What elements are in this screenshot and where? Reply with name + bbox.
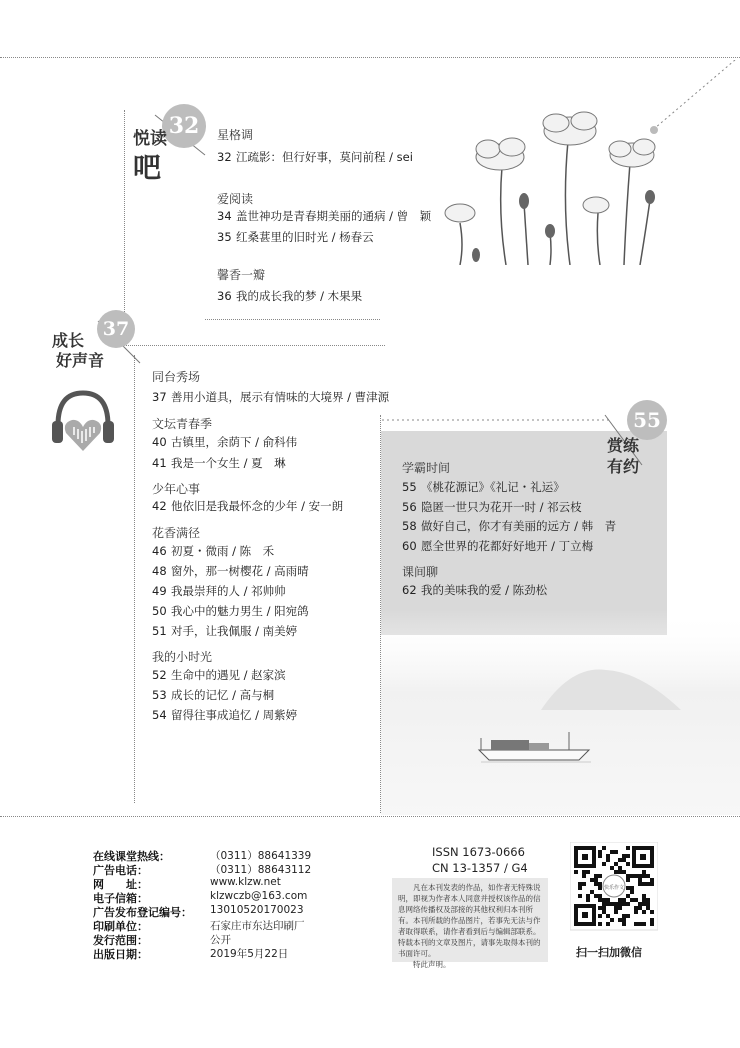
info-label: 电子信箱： <box>93 892 148 905</box>
entry-title: 江疏影：但行好事，莫问前程 / sei <box>236 150 413 164</box>
entry-title: 我心中的魅力男生 / 阳宛鸽 <box>171 604 309 618</box>
entry-page: 62 <box>402 583 417 597</box>
toc-entry[interactable] <box>217 229 374 245</box>
toc-entry[interactable] <box>217 149 413 165</box>
info-value: www.klzw.net <box>210 876 281 888</box>
info-value: 石家庄市东达印刷厂 <box>210 920 305 932</box>
entry-page: 56 <box>402 500 417 514</box>
category-label: 同台秀场 <box>152 370 201 384</box>
entry-page: 40 <box>152 435 167 449</box>
entry-title: 成长的记忆 / 高与桐 <box>171 688 275 702</box>
entry-page: 60 <box>402 539 417 553</box>
entry-page: 52 <box>152 668 167 682</box>
qr-center-logo-text: 快乐作文 <box>603 885 625 891</box>
qr-caption: 扫一扫加微信 <box>576 946 642 959</box>
entry-page: 58 <box>402 519 417 533</box>
issn-number: ISSN 1673-0666 <box>432 845 525 859</box>
section1-number-badge: 32 <box>162 104 206 148</box>
toc-entry[interactable] <box>152 603 309 619</box>
entry-title: 善用小道具，展示有情味的大境界 / 曹津源 <box>171 390 390 404</box>
entry-page: 36 <box>217 289 232 303</box>
copyright-notice-sign: 特此声明。 <box>413 960 451 969</box>
info-label: 印刷单位： <box>93 920 148 933</box>
entry-page: 32 <box>217 150 232 164</box>
entry-title: 隐匿一世只为花开一时 / 祁云枝 <box>421 500 582 514</box>
entry-page: 51 <box>152 624 167 638</box>
toc-entry[interactable] <box>402 518 616 534</box>
entry-page: 37 <box>152 390 167 404</box>
toc-entry[interactable] <box>402 499 582 515</box>
info-label: 发行范围： <box>93 934 148 947</box>
misty-boat-photo <box>381 610 740 815</box>
toc-entry[interactable] <box>217 288 362 304</box>
entry-title: 红桑葚里的旧时光 / 杨春云 <box>236 230 374 244</box>
section1-hline <box>205 319 380 320</box>
toc-entry[interactable] <box>152 498 343 514</box>
section3-number-badge: 55 <box>627 400 667 440</box>
bottom-divider <box>0 816 740 817</box>
toc-entry[interactable] <box>402 582 547 598</box>
info-label: 在线课堂热线： <box>93 850 170 863</box>
toc-entry[interactable] <box>152 455 286 471</box>
entry-page: 34 <box>217 209 232 223</box>
info-value: 13010520170023 <box>210 904 304 916</box>
section1-vline <box>124 110 125 322</box>
entry-title: 生命中的遇见 / 赵家滨 <box>171 668 286 682</box>
section2-title-line2: 好声音 <box>56 351 105 370</box>
entry-page: 35 <box>217 230 232 244</box>
category-label: 馨香一瓣 <box>217 268 266 282</box>
section2-title-line1: 成长 <box>52 331 85 350</box>
entry-title: 我是一个女生 / 夏 琳 <box>171 456 286 470</box>
toc-entry[interactable] <box>152 543 274 559</box>
copyright-notice-box <box>392 878 548 969</box>
headphones-heart-icon <box>48 385 118 457</box>
entry-title: 愿全世界的花都好好地开 / 丁立梅 <box>421 539 594 553</box>
entry-page: 54 <box>152 708 167 722</box>
info-label: 广告电话： <box>93 864 148 877</box>
toc-entry[interactable] <box>152 563 309 579</box>
toc-entry[interactable] <box>402 538 593 554</box>
category-label: 学霸时间 <box>402 461 451 475</box>
entry-title: 我最崇拜的人 / 祁帅帅 <box>171 584 286 598</box>
entry-page: 50 <box>152 604 167 618</box>
info-value: （0311）88643112 <box>210 864 312 876</box>
section2-number-badge: 37 <box>97 310 135 348</box>
info-value: klzwczb@163.com <box>210 890 308 902</box>
entry-title: 古镇里，余荫下 / 俞科伟 <box>171 435 298 449</box>
toc-entry[interactable] <box>152 623 297 639</box>
section3-title-line2: 有约 <box>607 457 640 476</box>
category-label: 课间聊 <box>402 565 439 579</box>
toc-entry[interactable] <box>152 687 274 703</box>
info-value: 2019年5月22日 <box>210 948 289 960</box>
entry-title: 盖世神功是青春期美丽的通病 / 曾 颖 <box>236 209 432 223</box>
copyright-notice-text: 凡在本刊发表的作品，如作者无特殊说明，即视为作者本人同意并授权该作品的信息网络传播权及部接的其他权利归本刊所有。本刊所载的作品图片，若事先无法与作者取得联系，请作者看到后与编辑部联系。特载本刊的文章及图片，请事先取得本刊的书面许可。 <box>398 883 541 958</box>
entry-title: 初夏・微雨 / 陈 禾 <box>171 544 275 558</box>
category-label: 文坛青春季 <box>152 417 213 431</box>
entry-title: 对手，让我佩服 / 南美婷 <box>171 624 298 638</box>
section2-hline <box>120 345 385 346</box>
toc-entry[interactable] <box>152 707 297 723</box>
entry-page: 55 <box>402 480 417 494</box>
toc-entry[interactable] <box>152 434 297 450</box>
toc-entry[interactable] <box>402 479 565 495</box>
entry-title: 他依旧是我最怀念的少年 / 安一朗 <box>171 499 344 513</box>
top-divider <box>0 57 740 58</box>
entry-title: 我的成长我的梦 / 木果果 <box>236 289 363 303</box>
entry-title: 做好自己，你才有美丽的远方 / 韩 青 <box>421 519 617 533</box>
wechat-qr-code[interactable] <box>570 842 658 932</box>
section3-title-line1: 赏练 <box>607 436 640 455</box>
entry-title: 我的美味我的爱 / 陈劲松 <box>421 583 548 597</box>
entry-page: 49 <box>152 584 167 598</box>
category-label: 爱阅读 <box>217 192 254 206</box>
category-label: 我的小时光 <box>152 650 213 664</box>
poppy-flowers-illustration <box>440 105 670 265</box>
entry-page: 53 <box>152 688 167 702</box>
category-label: 花香满径 <box>152 526 201 540</box>
entry-title: 留得往事成追忆 / 周紫婷 <box>171 708 298 722</box>
toc-entry[interactable] <box>217 208 431 224</box>
toc-entry[interactable] <box>152 667 286 683</box>
category-label: 星格调 <box>217 128 254 142</box>
info-label: 广告发布登记编号： <box>93 906 192 919</box>
section1-title-line2: 吧 <box>133 151 162 184</box>
entry-title: 窗外，那一树樱花 / 高雨晴 <box>171 564 309 578</box>
section1-title-line1: 悦读 <box>133 129 167 149</box>
section2-vline <box>134 355 135 803</box>
entry-title: 《桃花源记》《礼记・礼运》 <box>421 480 565 494</box>
entry-page: 42 <box>152 499 167 513</box>
entry-page: 48 <box>152 564 167 578</box>
entry-page: 41 <box>152 456 167 470</box>
info-label: 网 址： <box>93 878 148 891</box>
cn-number: CN 13-1357 / G4 <box>432 861 528 875</box>
entry-page: 46 <box>152 544 167 558</box>
toc-entry[interactable] <box>152 583 286 599</box>
info-value: 公开 <box>210 934 231 946</box>
info-value: （0311）88641339 <box>210 850 312 862</box>
category-label: 少年心事 <box>152 482 201 496</box>
info-label: 出版日期： <box>93 948 148 961</box>
toc-entry[interactable] <box>152 389 389 405</box>
